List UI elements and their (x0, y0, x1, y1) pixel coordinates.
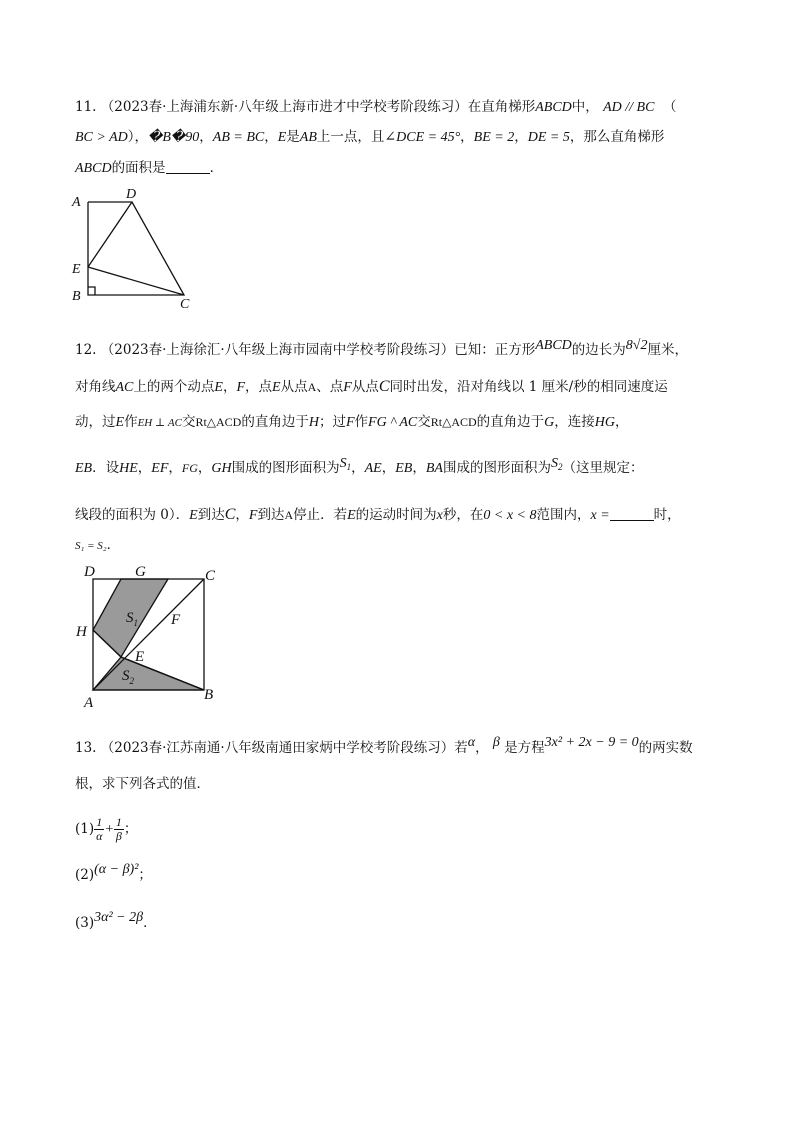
q12-text: 的运动时间为 (355, 507, 437, 523)
q11-source: （2023春·上海浦东新·八年级上海市进才中学校考阶段练习） (100, 99, 468, 115)
q12-text: 时， (653, 507, 681, 523)
q11-angle-dce: ∠DCE = 45° (384, 130, 461, 145)
q13-beta: β (492, 735, 500, 750)
q12-label-s2-sub: 2 (129, 676, 134, 686)
q12-text: 厘米， (647, 342, 688, 358)
q12-text: 的直角边于 (241, 414, 309, 430)
q12-text: ， (222, 379, 237, 395)
q12-eh-perp-ac: EH ⊥ AC (137, 417, 182, 429)
q12-line-5 (75, 505, 681, 526)
q13-number: 13. (75, 740, 97, 756)
q12-text: 、点 (316, 379, 344, 395)
q11-figure (62, 182, 202, 310)
q12-s2 (551, 456, 563, 471)
q11-segment-ed (88, 202, 132, 267)
q12-abcd: ABCD (535, 338, 572, 353)
q12-text: 围成的图形面积为 (442, 460, 551, 476)
q12-label-h: H (76, 624, 87, 640)
q12-text: ， (381, 460, 396, 476)
q13-text: ， (475, 740, 489, 756)
q12-answer-blank[interactable] (610, 506, 654, 521)
q12-text: 的直角边于 (476, 414, 545, 430)
q11-text: ， (199, 129, 213, 145)
q12-s2-sub: 2 (557, 462, 563, 472)
q12-text: 秒，在 (442, 507, 484, 523)
q11-text: ， (514, 129, 528, 145)
q13-part-label: (1) (75, 821, 95, 837)
q13-part-label: (3) (75, 915, 95, 931)
q13-text: ； (138, 867, 152, 883)
q13-alpha: α (467, 735, 476, 750)
q12-text: 从点 (280, 379, 308, 395)
q12-label-d: D (84, 564, 95, 580)
q11-number: 11. (75, 99, 97, 115)
q12-label-s2-letter: S (122, 668, 130, 684)
q12-point-f: F (248, 508, 258, 523)
q12-text: ， (351, 460, 365, 476)
q12-text: 围成的图形面积为 (231, 460, 340, 476)
q13-line-2 (75, 774, 210, 794)
q12-text: 停止．若 (293, 507, 348, 523)
q12-point-c: C (224, 506, 236, 523)
q12-text: 对角线 (75, 379, 116, 395)
q11-text: 是 (286, 129, 300, 145)
q12-text: 作 (354, 414, 369, 430)
q11-label-a: A (72, 195, 81, 210)
q11-text: 在直角梯形 (467, 99, 536, 115)
q13-frac-num: 1 (94, 816, 104, 830)
q12-text: 交 (181, 414, 196, 430)
q11-segment-ab: AB (299, 130, 317, 145)
q12-text: （这里规定： (562, 460, 644, 476)
q12-text: 已知：正方形 (454, 342, 536, 358)
q12-ef: EF (151, 461, 169, 476)
q12-text: ， (137, 460, 152, 476)
q13-frac-num: 1 (115, 815, 122, 829)
q12-text: ， (412, 460, 426, 476)
q12-text: 线段的面积为 0）． (75, 507, 190, 523)
q12-eb: EB (75, 461, 93, 476)
q11-cond-bc-gt-ad: BC > AD (75, 130, 128, 145)
q12-text: 范围内， (536, 507, 591, 523)
q13-text: 若 (454, 740, 468, 756)
q12-s1-sub: 1 (346, 462, 352, 472)
q12-label-e: E (135, 649, 145, 665)
q12-line-1 (75, 336, 688, 360)
q12-point-a: A (307, 380, 317, 394)
q12-line-6 (75, 535, 120, 556)
q12-point-e: E (347, 508, 356, 523)
q12-s2-letter: S (550, 456, 558, 471)
q11-label-d: D (126, 187, 137, 202)
q12-he: HE (119, 461, 138, 476)
q13-frac-den: α (96, 829, 103, 843)
q12-label-f: F (171, 612, 181, 628)
q11-point-e: E (277, 130, 287, 145)
q13-plus: + (104, 822, 114, 837)
q12-eb: EB (395, 461, 413, 476)
q12-text: ， (168, 460, 182, 476)
q12-line-3 (75, 412, 629, 433)
q13-part-2 (75, 860, 152, 885)
q12-text: 上的两个动点 (133, 379, 215, 395)
q12-text: ，点 (245, 379, 273, 395)
q12-number: 12. (75, 342, 97, 358)
q12-fg: FG (181, 461, 198, 475)
q12-range: 0 < x < 8 (483, 508, 537, 523)
q12-text: 动，过 (75, 414, 116, 430)
q12-side-length: 8√2 (625, 338, 648, 353)
q12-s1-letter: S (339, 456, 347, 471)
q11-label-e: E (72, 262, 81, 277)
q13-fraction-2 (114, 816, 124, 843)
q12-label-a: A (84, 695, 94, 710)
q13-text: 的两实数 (638, 740, 693, 756)
q13-source: （2023春·江苏南通·八年级南通田家炳中学校考阶段练习） (100, 740, 455, 756)
q12-line-2 (75, 377, 668, 398)
q12-text: 交 (417, 414, 431, 430)
q11-text: ， (264, 129, 278, 145)
q11-abcd: ABCD (75, 161, 112, 176)
q13-text: ． (143, 915, 157, 931)
q12-point-e: E (272, 380, 281, 395)
q12-text: 作 (124, 414, 138, 430)
q12-ac: AC (115, 380, 134, 395)
q12-point-e: E (214, 380, 223, 395)
q12-figure (76, 562, 236, 710)
q11-segment-ec (88, 267, 184, 295)
q12-s1-eq-s2: S₁ = S₂ (75, 540, 107, 552)
q12-text: ；过 (318, 414, 346, 430)
q12-point-e: E (189, 508, 198, 523)
q12-s1 (340, 456, 352, 471)
q12-text: ， (197, 460, 212, 476)
q12-point-f: F (345, 415, 355, 430)
q12-point-h: H (308, 415, 319, 430)
q12-text: ．设 (92, 460, 120, 476)
q13-text: 是方程 (504, 740, 545, 756)
q13-part-label: (2) (75, 867, 95, 883)
q12-label-c: C (205, 568, 216, 584)
q11-line-3 (75, 158, 223, 179)
q12-source: （2023春·上海徐汇·八年级上海市园南中学校考阶段练习） (100, 342, 455, 358)
q12-rt-triangle: Rt△ACD (195, 415, 242, 429)
q12-point-a: A (284, 508, 294, 522)
q12-ba: BA (425, 461, 443, 476)
q12-text: 的边长为 (571, 342, 626, 358)
q12-text: 到达 (257, 507, 285, 523)
q12-fg-perp-ac: FG ^ AC (368, 415, 418, 430)
q11-label-b: B (72, 289, 81, 304)
q13-part-3 (75, 908, 157, 933)
q12-text: ． (106, 537, 121, 553)
q11-angle-b: �B�90 (148, 130, 200, 145)
q12-point-c: C (378, 378, 390, 395)
q12-var-x: x (436, 508, 443, 523)
q11-text: ． (209, 160, 224, 176)
q11-line-2 (75, 127, 664, 148)
q12-point-g: G (544, 415, 555, 430)
q11-de: DE = 5 (527, 130, 570, 145)
q11-text: （ (663, 99, 677, 115)
q12-line-4 (75, 454, 643, 479)
q11-ab-eq-bc: AB = BC (212, 130, 265, 145)
q12-rt-triangle: Rt△ACD (430, 415, 477, 429)
q12-label-g: G (135, 564, 146, 580)
q12-text: 到达 (197, 507, 225, 523)
q12-text: 从点 (351, 379, 379, 395)
q12-text: ， (615, 414, 629, 430)
q13-fraction-1 (94, 816, 104, 843)
q11-text: ）， (127, 129, 148, 145)
q13-text: ； (123, 821, 138, 837)
q11-text: ， (460, 129, 474, 145)
q13-expr-2: (α − β)² (94, 862, 139, 877)
q11-right-angle-mark (88, 287, 95, 295)
q12-label-s1-letter: S (126, 610, 134, 626)
q11-answer-blank[interactable] (166, 159, 210, 174)
q12-point-e: E (115, 415, 125, 430)
q11-cond-ad-parallel-bc: AD // BC (603, 100, 655, 115)
q11-be: BE = 2 (473, 130, 515, 145)
q13-part-1 (75, 814, 137, 845)
q12-label-b: B (204, 687, 214, 703)
q12-x-equals: x = (590, 508, 610, 523)
q12-text: ， (235, 507, 249, 523)
q12-point-f: F (343, 380, 352, 395)
q13-frac-den: β (115, 829, 122, 843)
q12-ae: AE (364, 461, 382, 476)
q13-expr-3: 3α² − 2β (94, 910, 144, 925)
q11-text: 上一点，且 (316, 129, 385, 145)
q11-text: 的面积是 (111, 160, 166, 176)
q12-text: ，连接 (554, 414, 595, 430)
q11-label-c: C (180, 297, 190, 310)
q12-label-s1-sub: 1 (133, 618, 138, 628)
q12-hg: HG (594, 415, 616, 430)
q11-text: 中， (571, 99, 599, 115)
q12-point-f: F (236, 380, 246, 395)
q13-line-1 (75, 733, 693, 758)
q13-equation: 3x² + 2x − 9 = 0 (544, 735, 639, 750)
q11-text: ，那么直角梯形 (569, 129, 665, 145)
q11-abcd: ABCD (535, 100, 572, 115)
q12-gh: GH (211, 461, 232, 476)
q12-text: 同时出发，沿对角线以 1 厘米/秒的相同速度运 (389, 379, 668, 395)
q13-text: 根，求下列各式的值． (75, 776, 210, 792)
q11-line-1 (75, 97, 677, 118)
